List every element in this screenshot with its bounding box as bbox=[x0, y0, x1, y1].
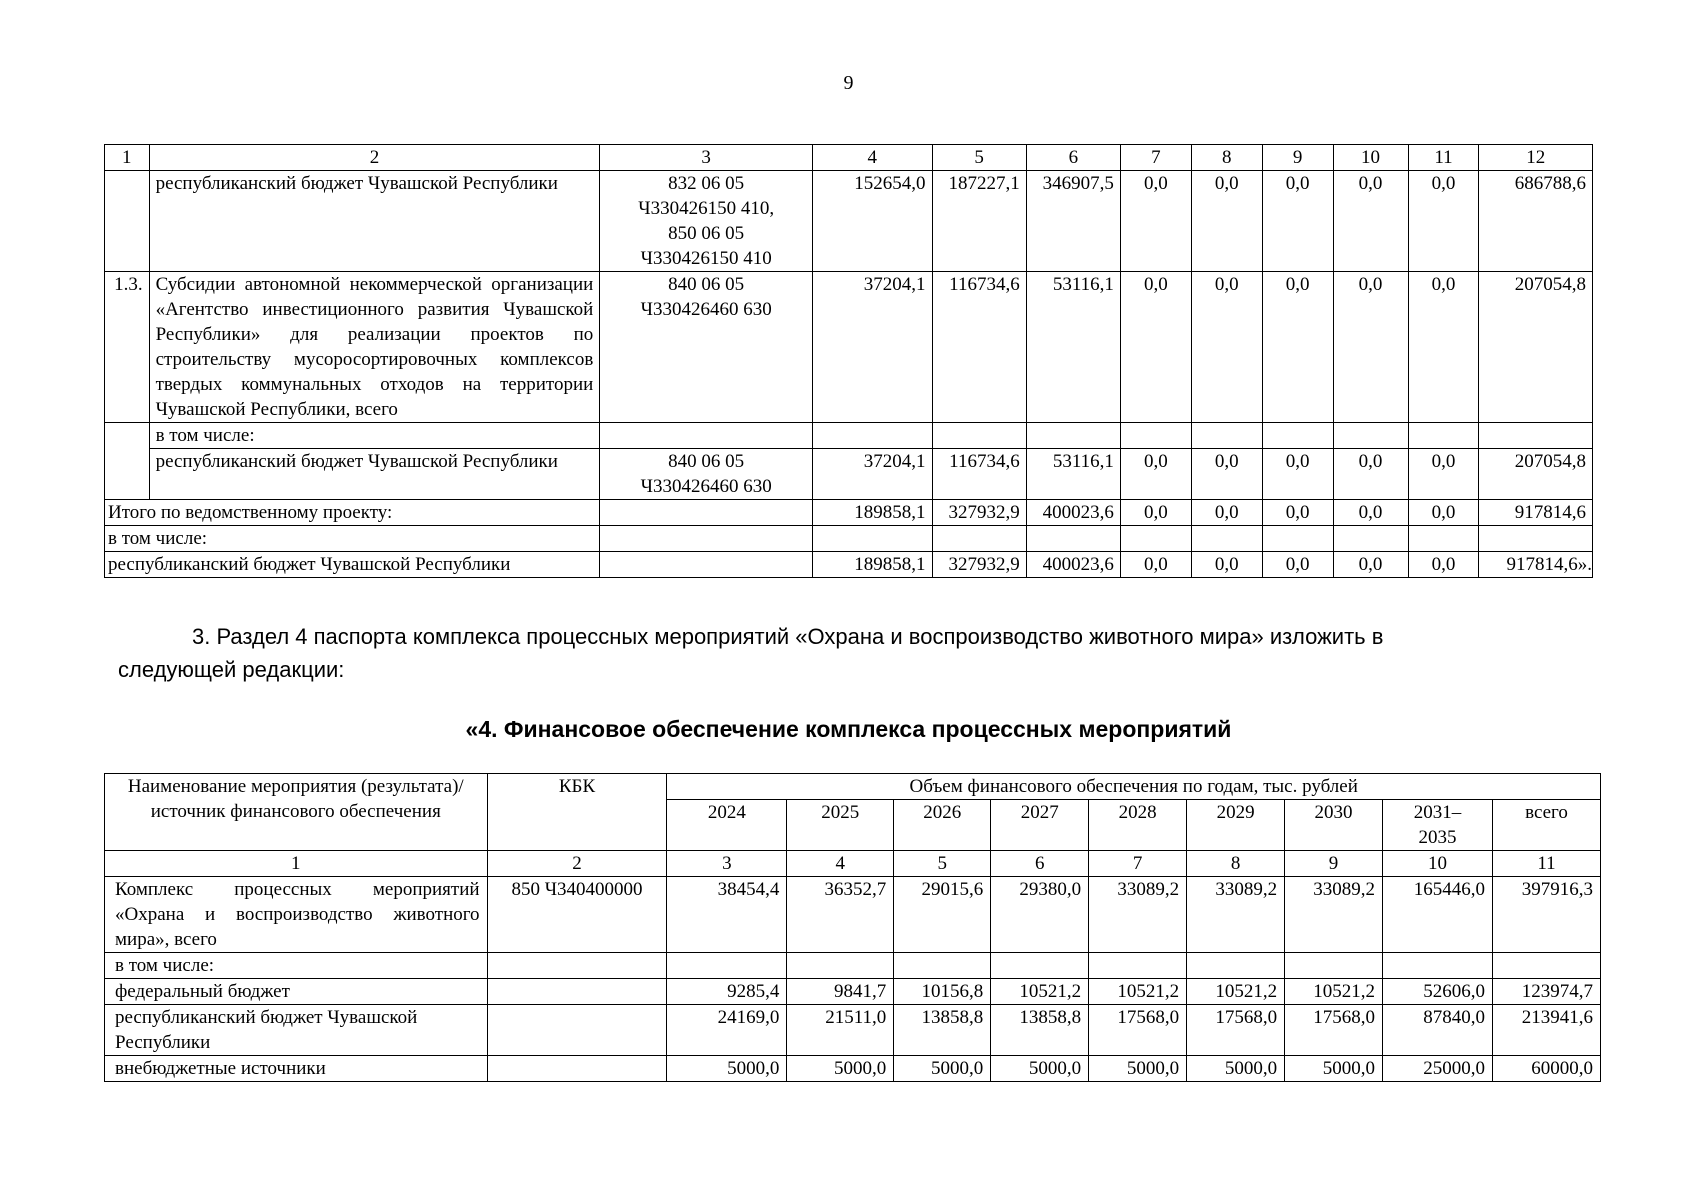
value-cell: 0,0 bbox=[1262, 171, 1333, 272]
value-cell: 5000,0 bbox=[1285, 1056, 1383, 1082]
header-cell: 10 bbox=[1333, 145, 1408, 171]
table-row bbox=[105, 552, 1593, 578]
year-cell: 2031–2035 bbox=[1383, 800, 1493, 851]
value-cell: 0,0 bbox=[1408, 272, 1479, 423]
value-cell: 33089,2 bbox=[1089, 877, 1187, 953]
value-cell: 17568,0 bbox=[1285, 1005, 1383, 1056]
value-cell: 327932,9 bbox=[932, 500, 1026, 526]
value-cell: 0,0 bbox=[1408, 449, 1479, 500]
number-cell: 4 bbox=[787, 851, 894, 877]
table-row bbox=[105, 1005, 1601, 1056]
value-cell bbox=[1187, 953, 1285, 979]
header-cell: 9 bbox=[1262, 145, 1333, 171]
value-cell: 917814,6». bbox=[1479, 552, 1593, 578]
year-cell: 2028 bbox=[1089, 800, 1187, 851]
value-cell: 116734,6 bbox=[932, 449, 1026, 500]
value-cell: 0,0 bbox=[1333, 500, 1408, 526]
value-cell: 152654,0 bbox=[813, 171, 933, 272]
value-cell: 0,0 bbox=[1191, 449, 1262, 500]
value-cell: 0,0 bbox=[1333, 171, 1408, 272]
value-cell: 0,0 bbox=[1262, 500, 1333, 526]
value-cell bbox=[1408, 423, 1479, 449]
row-name: республиканский бюджет Чувашской Республики bbox=[149, 171, 600, 272]
kbk-line: 850 06 05 bbox=[668, 223, 745, 244]
value-cell: 0,0 bbox=[1262, 552, 1333, 578]
value-cell: 29015,6 bbox=[894, 877, 991, 953]
header-cell: 4 bbox=[813, 145, 933, 171]
row-name: республиканский бюджет Чувашской Республики bbox=[105, 1005, 488, 1056]
kbk-cell: 850 Ч340400000 bbox=[487, 877, 667, 953]
value-cell: 346907,5 bbox=[1026, 171, 1120, 272]
value-cell: 17568,0 bbox=[1089, 1005, 1187, 1056]
head-kbk-cell: КБК bbox=[487, 774, 667, 851]
value-cell bbox=[932, 526, 1026, 552]
departmental-project-table bbox=[104, 144, 1593, 578]
kbk-line: 840 06 05 bbox=[668, 274, 745, 295]
value-cell bbox=[1492, 953, 1600, 979]
value-cell: 13858,8 bbox=[991, 1005, 1089, 1056]
header-cell: 2 bbox=[149, 145, 600, 171]
row-name: Итого по ведомственному проекту: bbox=[105, 500, 600, 526]
kbk-cell bbox=[487, 1005, 667, 1056]
row-name: Субсидии автономной некоммерческой организации «Агентство инвестиционного развития Чувашской Республики» для реализации проектов по строительству мусоросортировочных комплексов твердых коммунальных отходов на территории Чувашской Республики, всего bbox=[149, 272, 600, 423]
value-cell: 60000,0 bbox=[1492, 1056, 1600, 1082]
kbk-line: 840 06 05 bbox=[668, 451, 745, 472]
header-cell: 12 bbox=[1479, 145, 1593, 171]
head-volume-cell: Объем финансового обеспечения по годам, тыс. рублей bbox=[667, 774, 1601, 800]
header-cell: 6 bbox=[1026, 145, 1120, 171]
page-number: 9 bbox=[843, 72, 854, 94]
value-cell: 24169,0 bbox=[667, 1005, 787, 1056]
kbk-cell bbox=[487, 979, 667, 1005]
value-cell: 5000,0 bbox=[787, 1056, 894, 1082]
kbk-line: Ч330426150 410, bbox=[638, 198, 775, 219]
value-cell: 5000,0 bbox=[1089, 1056, 1187, 1082]
table-row bbox=[105, 953, 1601, 979]
value-cell: 116734,6 bbox=[932, 272, 1026, 423]
value-cell bbox=[1262, 423, 1333, 449]
kbk-cell bbox=[600, 272, 813, 423]
value-cell: 10521,2 bbox=[1187, 979, 1285, 1005]
table-row bbox=[105, 272, 1593, 423]
value-cell: 0,0 bbox=[1120, 500, 1191, 526]
number-cell: 3 bbox=[667, 851, 787, 877]
value-cell: 37204,1 bbox=[813, 449, 933, 500]
kbk-cell bbox=[600, 449, 813, 500]
value-cell bbox=[1479, 423, 1593, 449]
row-number bbox=[105, 171, 150, 272]
header-cell: 7 bbox=[1120, 145, 1191, 171]
value-cell: 0,0 bbox=[1408, 171, 1479, 272]
row-number bbox=[105, 423, 150, 449]
table-row bbox=[105, 877, 1601, 953]
number-cell: 6 bbox=[991, 851, 1089, 877]
number-cell: 11 bbox=[1492, 851, 1600, 877]
value-cell bbox=[991, 953, 1089, 979]
kbk-cell bbox=[600, 423, 813, 449]
value-cell: 10156,8 bbox=[894, 979, 991, 1005]
table-row bbox=[105, 171, 1593, 272]
row-name: внебюджетные источники bbox=[105, 1056, 488, 1082]
value-cell: 37204,1 bbox=[813, 272, 933, 423]
number-cell: 2 bbox=[487, 851, 667, 877]
year-cell: 2026 bbox=[894, 800, 991, 851]
value-cell: 400023,6 bbox=[1026, 500, 1120, 526]
kbk-cell bbox=[600, 552, 813, 578]
row-name: в том числе: bbox=[105, 953, 488, 979]
number-cell: 5 bbox=[894, 851, 991, 877]
value-cell: 52606,0 bbox=[1383, 979, 1493, 1005]
value-cell: 397916,3 bbox=[1492, 877, 1600, 953]
value-cell bbox=[1285, 953, 1383, 979]
number-cell: 8 bbox=[1187, 851, 1285, 877]
value-cell: 10521,2 bbox=[1089, 979, 1187, 1005]
value-cell: 189858,1 bbox=[813, 552, 933, 578]
section-paragraph: 3. Раздел 4 паспорта комплекса процессных мероприятий «Охрана и воспроизводство животного мира» изложить в следующей редакции: bbox=[118, 624, 1384, 682]
value-cell: 87840,0 bbox=[1383, 1005, 1493, 1056]
value-cell: 0,0 bbox=[1120, 552, 1191, 578]
value-cell: 123974,7 bbox=[1492, 979, 1600, 1005]
row-name: республиканский бюджет Чувашской Республики bbox=[105, 552, 600, 578]
value-cell bbox=[1120, 526, 1191, 552]
value-cell: 5000,0 bbox=[667, 1056, 787, 1082]
kbk-cell bbox=[600, 526, 813, 552]
value-cell: 10521,2 bbox=[1285, 979, 1383, 1005]
column-number-row bbox=[105, 145, 1593, 171]
value-cell: 38454,4 bbox=[667, 877, 787, 953]
table-row bbox=[105, 526, 1593, 552]
value-cell: 53116,1 bbox=[1026, 449, 1120, 500]
year-cell: 2024 bbox=[667, 800, 787, 851]
value-cell bbox=[1383, 953, 1493, 979]
row-name: республиканский бюджет Чувашской Республики bbox=[149, 449, 600, 500]
year-cell: 2029 bbox=[1187, 800, 1285, 851]
value-cell: 0,0 bbox=[1191, 552, 1262, 578]
value-cell: 17568,0 bbox=[1187, 1005, 1285, 1056]
value-cell: 0,0 bbox=[1120, 171, 1191, 272]
header-cell: 3 bbox=[600, 145, 813, 171]
value-cell: 686788,6 bbox=[1479, 171, 1593, 272]
value-cell: 0,0 bbox=[1333, 552, 1408, 578]
value-cell bbox=[932, 423, 1026, 449]
number-cell: 7 bbox=[1089, 851, 1187, 877]
value-cell bbox=[1120, 423, 1191, 449]
value-cell: 0,0 bbox=[1120, 272, 1191, 423]
year-cell: 2025 bbox=[787, 800, 894, 851]
header-cell: 11 bbox=[1408, 145, 1479, 171]
section-heading: «4. Финансовое обеспечение комплекса процессных мероприятий bbox=[465, 716, 1232, 742]
value-cell: 0,0 bbox=[1262, 449, 1333, 500]
number-cell: 9 bbox=[1285, 851, 1383, 877]
value-cell: 0,0 bbox=[1333, 272, 1408, 423]
value-cell: 189858,1 bbox=[813, 500, 933, 526]
value-cell: 213941,6 bbox=[1492, 1005, 1600, 1056]
value-cell: 5000,0 bbox=[1187, 1056, 1285, 1082]
row-name: федеральный бюджет bbox=[105, 979, 488, 1005]
value-cell: 400023,6 bbox=[1026, 552, 1120, 578]
kbk-line: Ч330426460 630 bbox=[640, 299, 772, 320]
value-cell: 29380,0 bbox=[991, 877, 1089, 953]
table-row bbox=[105, 449, 1593, 500]
value-cell: 21511,0 bbox=[787, 1005, 894, 1056]
number-cell: 1 bbox=[105, 851, 488, 877]
value-cell: 0,0 bbox=[1408, 552, 1479, 578]
value-cell: 0,0 bbox=[1120, 449, 1191, 500]
value-cell bbox=[813, 526, 933, 552]
value-cell bbox=[1026, 423, 1120, 449]
value-cell: 0,0 bbox=[1408, 500, 1479, 526]
value-cell: 917814,6 bbox=[1479, 500, 1593, 526]
value-cell: 13858,8 bbox=[894, 1005, 991, 1056]
head-name-cell: Наименование мероприятия (результата)/источник финансового обеспечения bbox=[105, 774, 488, 851]
row-number bbox=[105, 449, 150, 500]
table-row bbox=[105, 979, 1601, 1005]
value-cell bbox=[894, 953, 991, 979]
value-cell bbox=[667, 953, 787, 979]
table-row bbox=[105, 423, 1593, 449]
value-cell: 0,0 bbox=[1262, 272, 1333, 423]
value-cell: 0,0 bbox=[1191, 272, 1262, 423]
value-cell: 53116,1 bbox=[1026, 272, 1120, 423]
header-cell: 5 bbox=[932, 145, 1026, 171]
value-cell: 5000,0 bbox=[991, 1056, 1089, 1082]
value-cell: 36352,7 bbox=[787, 877, 894, 953]
value-cell: 327932,9 bbox=[932, 552, 1026, 578]
year-cell: 2030 bbox=[1285, 800, 1383, 851]
value-cell: 187227,1 bbox=[932, 171, 1026, 272]
kbk-line: 832 06 05 bbox=[668, 173, 745, 194]
value-cell: 9285,4 bbox=[667, 979, 787, 1005]
kbk-cell bbox=[487, 1056, 667, 1082]
value-cell bbox=[813, 423, 933, 449]
row-name: в том числе: bbox=[105, 526, 600, 552]
value-cell: 5000,0 bbox=[894, 1056, 991, 1082]
value-cell: 10521,2 bbox=[991, 979, 1089, 1005]
value-cell: 33089,2 bbox=[1285, 877, 1383, 953]
kbk-cell bbox=[487, 953, 667, 979]
value-cell bbox=[787, 953, 894, 979]
value-cell: 25000,0 bbox=[1383, 1056, 1493, 1082]
value-cell bbox=[1026, 526, 1120, 552]
row-name: в том числе: bbox=[149, 423, 600, 449]
financing-table bbox=[104, 773, 1601, 1082]
row-number: 1.3. bbox=[105, 272, 150, 423]
kbk-cell bbox=[600, 500, 813, 526]
column-number-row bbox=[105, 851, 1601, 877]
row-name: Комплекс процессных мероприятий «Охрана и воспроизводство животного мира», всего bbox=[105, 877, 488, 953]
value-cell bbox=[1191, 423, 1262, 449]
number-cell: 10 bbox=[1383, 851, 1493, 877]
kbk-line: Ч330426150 410 bbox=[640, 248, 772, 269]
value-cell bbox=[1479, 526, 1593, 552]
kbk-cell bbox=[600, 171, 813, 272]
header-row bbox=[105, 774, 1601, 800]
value-cell: 0,0 bbox=[1191, 500, 1262, 526]
value-cell bbox=[1089, 953, 1187, 979]
value-cell: 0,0 bbox=[1191, 171, 1262, 272]
value-cell: 165446,0 bbox=[1383, 877, 1493, 953]
value-cell bbox=[1191, 526, 1262, 552]
value-cell bbox=[1262, 526, 1333, 552]
year-cell: 2027 bbox=[991, 800, 1089, 851]
value-cell: 207054,8 bbox=[1479, 272, 1593, 423]
year-cell: всего bbox=[1492, 800, 1600, 851]
table-row bbox=[105, 1056, 1601, 1082]
value-cell bbox=[1333, 526, 1408, 552]
header-cell: 1 bbox=[105, 145, 150, 171]
value-cell bbox=[1333, 423, 1408, 449]
value-cell bbox=[1408, 526, 1479, 552]
value-cell: 0,0 bbox=[1333, 449, 1408, 500]
header-cell: 8 bbox=[1191, 145, 1262, 171]
value-cell: 33089,2 bbox=[1187, 877, 1285, 953]
value-cell: 9841,7 bbox=[787, 979, 894, 1005]
total-row bbox=[105, 500, 1593, 526]
value-cell: 207054,8 bbox=[1479, 449, 1593, 500]
kbk-line: Ч330426460 630 bbox=[640, 476, 772, 497]
